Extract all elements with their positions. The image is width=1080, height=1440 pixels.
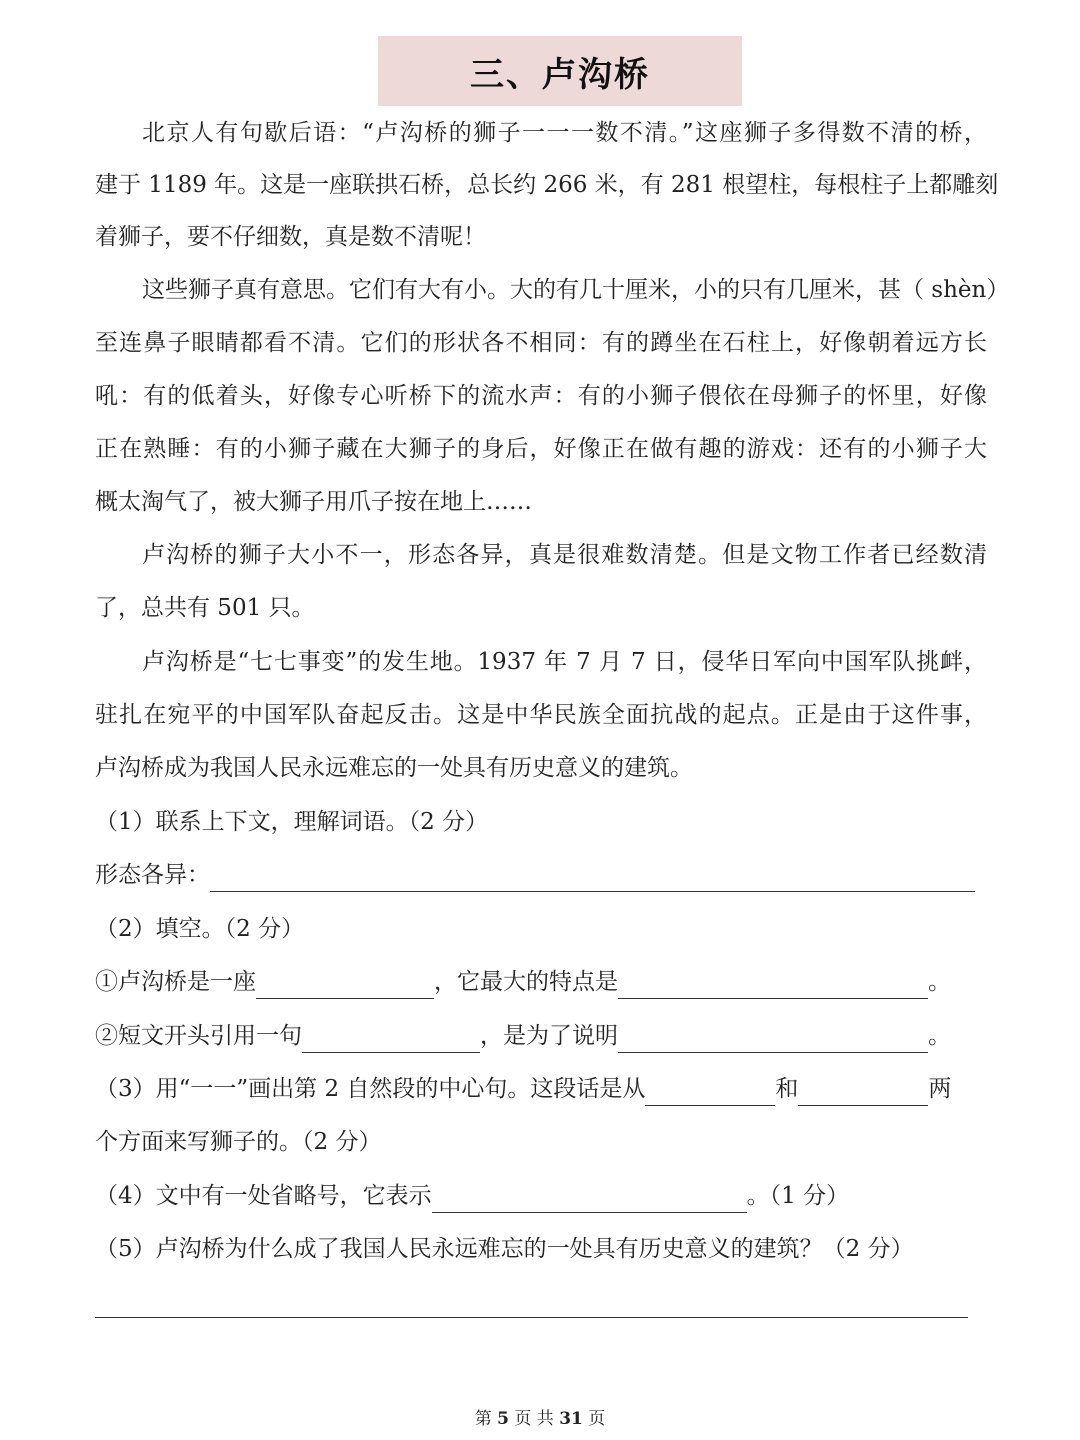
footer-middle: 页 共	[514, 1409, 554, 1429]
question-3-blank-2[interactable]	[798, 1079, 928, 1106]
question-3-line-2: 个方面来写狮子的。（2 分）	[95, 1129, 382, 1155]
paragraph-1-line-1: 北京人有句歇后语：“卢沟桥的狮子一一一数不清。”这座狮子多得数不清的桥，	[142, 120, 987, 146]
question-2-item-1-blank-2[interactable]	[618, 972, 928, 999]
question-3-line-1	[95, 1072, 951, 1106]
question-5-answer-line[interactable]	[95, 1317, 968, 1318]
current-page-number: 5	[497, 1409, 509, 1429]
paragraph-4-line-2: 驻扎在宛平的中国军队奋起反击。这是中华民族全面抗战的起点。正是由于这件事，	[95, 702, 987, 728]
question-1-answer-blank[interactable]	[210, 865, 975, 892]
question-1: （1）联系上下文，理解词语。（2 分）	[95, 809, 489, 835]
question-2-item-1-text-c: 。	[928, 969, 951, 995]
paragraph-4-line-1: 卢沟桥是“七七事变”的发生地。1937 年 7 月 7 日，侵华日军向中国军队挑衅，	[142, 649, 987, 675]
paragraph-2-line-1: 这些狮子真有意思。它们有大有小。大的有几十厘米，小的只有几厘米，甚（ shèn）	[142, 277, 1010, 303]
question-4-text-b: 。（1 分）	[746, 1183, 850, 1209]
section-title-box	[378, 36, 742, 106]
question-3-text-c: 两	[928, 1076, 952, 1102]
question-2-item-1-text-b: ，它最大的特点是	[434, 969, 618, 995]
question-2-item-1-text-a: ①卢沟桥是一座	[95, 969, 256, 995]
section-title: 三、卢沟桥	[470, 54, 650, 95]
question-2-item-2-text-a: ②短文开头引用一句	[95, 1023, 302, 1049]
page-footer	[0, 1404, 1080, 1429]
paragraph-2-line-2: 至连鼻子眼睛都看不清。它们的形状各不相同：有的蹲坐在石柱上，好像朝着远方长	[95, 330, 987, 356]
question-4-blank[interactable]	[432, 1186, 747, 1213]
question-2-item-1-blank-1[interactable]	[256, 972, 434, 999]
question-2-item-2-text-c: 。	[928, 1023, 951, 1049]
question-4	[95, 1179, 849, 1213]
paragraph-2-line-3: 吼：有的低着头，好像专心听桥下的流水声：有的小狮子偎依在母狮子的怀里，好像	[95, 383, 987, 409]
paragraph-3-line-2: 了，总共有 501 只。	[95, 595, 315, 621]
paragraph-1-line-2: 建于 1189 年。这是一座联拱石桥，总长约 266 米，有 281 根望柱，每根柱子上都雕刻	[95, 172, 999, 198]
footer-suffix: 页	[588, 1409, 606, 1429]
question-3-text-b: 和	[775, 1076, 799, 1102]
total-page-count: 31	[559, 1409, 583, 1429]
question-2-item-2-blank-1[interactable]	[302, 1026, 480, 1053]
question-1-answer-row	[95, 858, 975, 892]
question-2: （2）填空。（2 分）	[95, 916, 305, 942]
question-2-item-2-text-b: ，是为了说明	[480, 1023, 618, 1049]
question-3-text-a: （3）用“一一”画出第 2 自然段的中心句。这段话是从	[95, 1076, 646, 1102]
question-2-item-1	[95, 965, 951, 999]
paragraph-1-line-3: 着狮子，要不仔细数，真是数不清呢！	[95, 224, 486, 250]
paragraph-2-line-4: 正在熟睡：有的小狮子藏在大狮子的身后，好像正在做有趣的游戏：还有的小狮子大	[95, 436, 987, 462]
question-1-prompt: 形态各异：	[95, 862, 210, 888]
question-4-text-a: （4）文中有一处省略号，它表示	[95, 1183, 432, 1209]
question-2-item-2	[95, 1019, 951, 1053]
question-5: （5）卢沟桥为什么成了我国人民永远难忘的一处具有历史意义的建筑？（2 分）	[95, 1236, 914, 1262]
paragraph-3-line-1: 卢沟桥的狮子大小不一，形态各异，真是很难数清楚。但是文物工作者已经数清	[142, 542, 987, 568]
question-2-item-2-blank-2[interactable]	[618, 1026, 928, 1053]
paragraph-4-line-3: 卢沟桥成为我国人民永远难忘的一处具有历史意义的建筑。	[95, 755, 693, 781]
paragraph-2-line-5: 概太淘气了，被大狮子用爪子按在地上……	[95, 489, 532, 515]
footer-prefix: 第	[474, 1409, 492, 1429]
question-3-blank-1[interactable]	[645, 1079, 775, 1106]
